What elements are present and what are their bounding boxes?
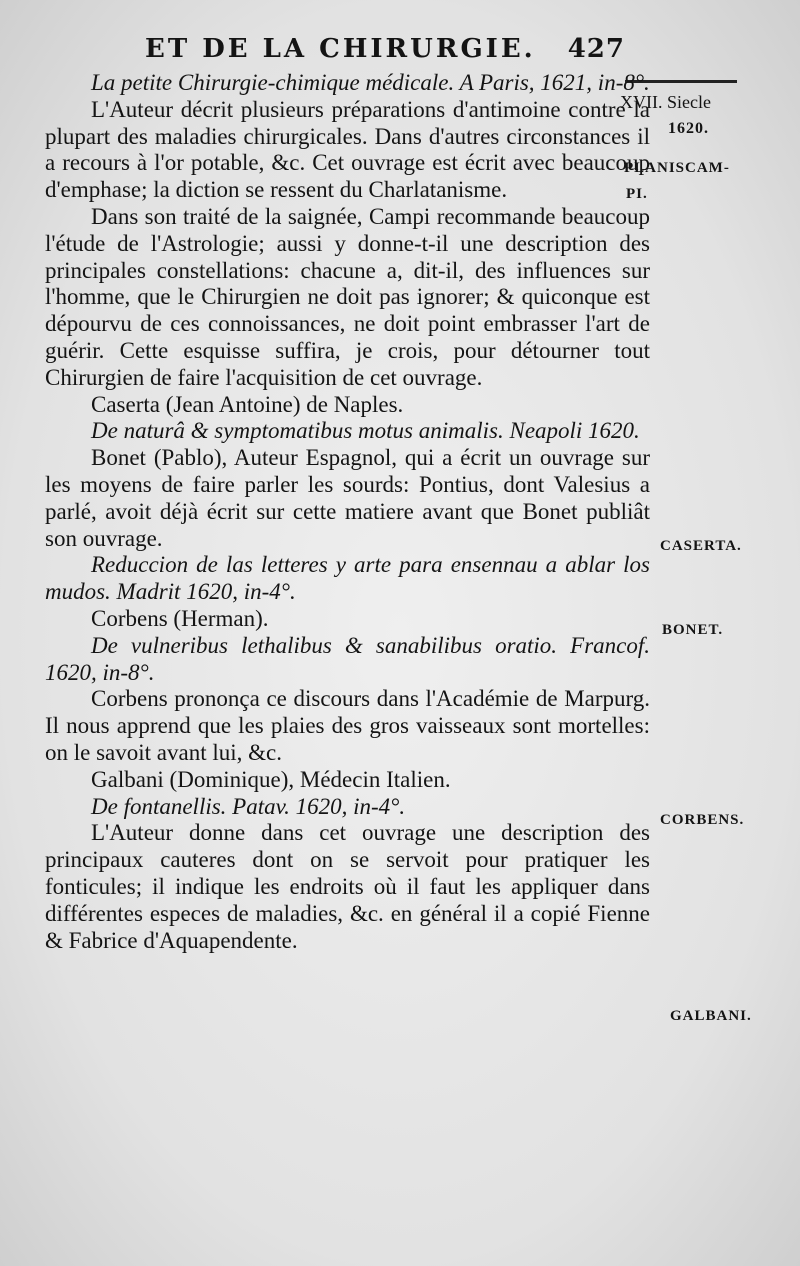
author-entry-caserta: Caserta (Jean Antoine) de Naples.: [91, 391, 404, 417]
margin-note-corbens: CORBENS.: [660, 812, 745, 828]
margin-note-planiscampi-cont: PI.: [626, 186, 648, 202]
margin-note-bonet: BONET.: [662, 622, 724, 638]
margin-note-planiscampi: PLANISCAM-: [624, 160, 730, 176]
author-entry-galbani: Galbani (Dominique), Médecin Italien.: [91, 766, 451, 792]
margin-note-galbani: GALBANI.: [670, 1008, 752, 1024]
margin-note-year: 1620.: [668, 120, 709, 137]
book-title-bonet: Reduccion de las letteres y arte para ensennau a ablar los mudos. Madrit 1620, in-4°.: [45, 552, 650, 605]
running-title: ET DE LA CHIRURGIE.: [145, 34, 536, 64]
book-title-galbani: De fontanellis. Patav. 1620, in-4°.: [91, 793, 406, 819]
paragraph: L'Auteur décrit plusieurs préparations d'antimoine contre la plupart des maladies chirurgicales. Dans d'autres circonstances il a recours à l'or potable, &c. Cet ouvrage est écrit avec beaucoup d'emphase; la diction se ressent du Charlatanisme.: [45, 96, 650, 203]
margin-note-caserta: CASERTA.: [660, 538, 742, 554]
main-text: [45, 70, 650, 954]
page-number: 427: [567, 34, 625, 64]
book-title-planiscampi: La petite Chirurgie-chimique médicale. A Paris, 1621, in-8°.: [91, 70, 650, 95]
margin-note-century: XVII. Siecle: [620, 92, 711, 112]
author-entry-bonet: Bonet (Pablo), Auteur Espagnol, qui a écrit un ouvrage sur les moyens de faire parler les sourds: Pontius, dont Valesius a parlé, avoit déjà écrit sur cette matiere avant que Bonet publiât son ouvrage.: [45, 445, 650, 551]
page-header: [145, 34, 625, 68]
paragraph: L'Auteur donne dans cet ouvrage une description des principaux cauteres dont on se servoit pour pratiquer les fonticules; il indique les endroits où il faut les appliquer dans différentes especes de maladies, &c. en général il a copié Fienne & Fabrice d'Aquapendente.: [45, 820, 650, 953]
book-title-corbens: De vulneribus lethalibus & sanabilibus oratio. Francof. 1620, in-8°.: [45, 632, 650, 685]
author-entry-corbens: Corbens (Herman).: [91, 605, 269, 631]
paragraph: Dans son traité de la saignée, Campi recommande beaucoup l'étude de l'Astrologie; aussi y donne-t-il une description des principales constellations: chacune a, dit-il, des influences sur l'homme, que le Chirurgien ne doit pas ignorer; & quiconque est dépourvu de ces connoissances, ne doit point embrasser l'art de guérir. Cette esquisse suffira, je crois, pour détourner tout Chirurgien de faire l'acquisition de cet ouvrage.: [45, 203, 650, 390]
book-title-caserta: De naturâ & symptomatibus motus animalis. Neapoli 1620.: [91, 418, 640, 444]
paragraph: Corbens prononça ce discours dans l'Académie de Marpurg. Il nous apprend que les plaies des gros vaisseaux sont mortelles: on le savoit avant lui, &c.: [45, 686, 650, 765]
